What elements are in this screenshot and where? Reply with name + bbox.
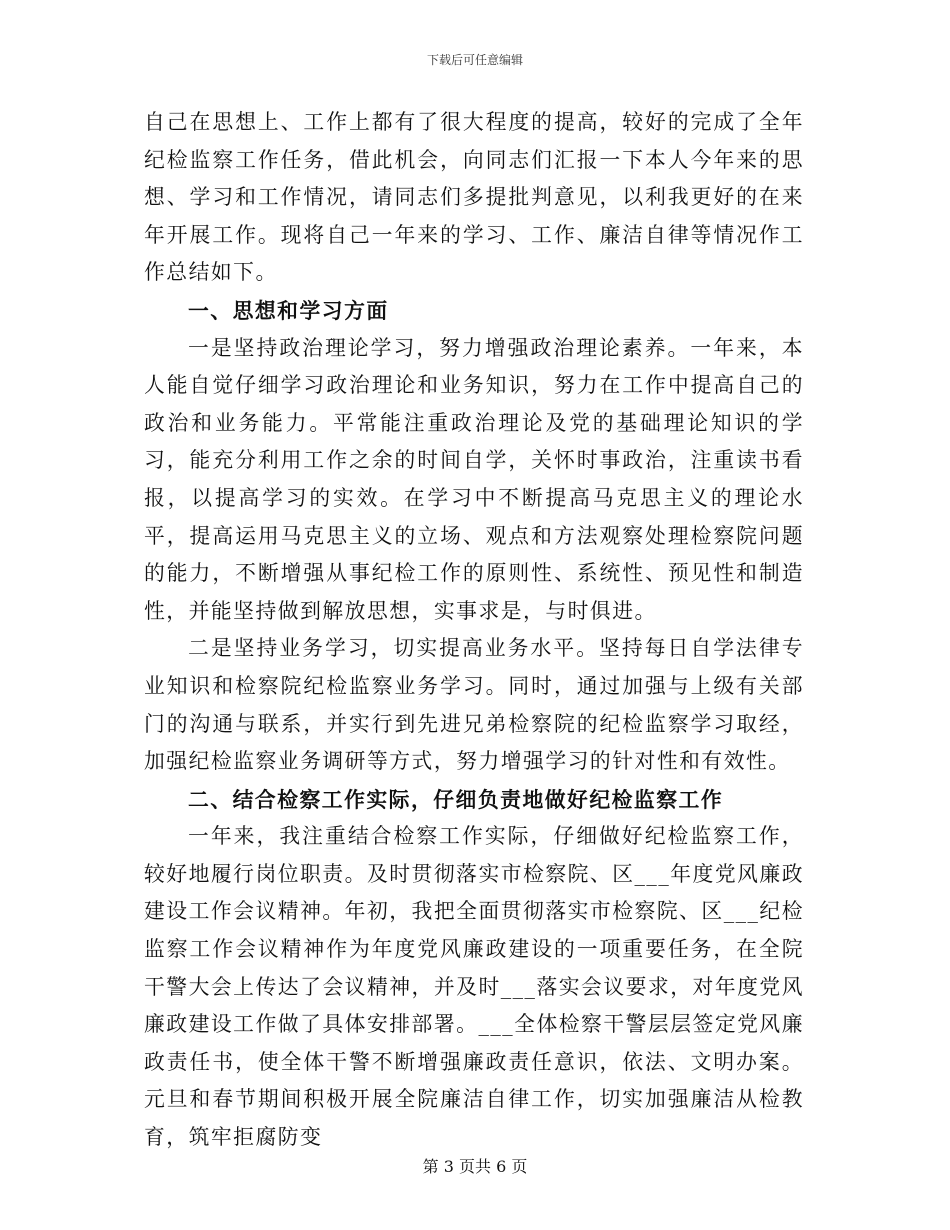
document-body	[144, 104, 804, 1157]
intro-paragraph: 自己在思想上、工作上都有了很大程度的提高，较好的完成了全年纪检监察工作任务，借此机会，向同志们汇报一下本人今年来的思想、学习和工作情况，请同志们多提批判意见，以利我更好的在来年开展工作。现将自己一年来的学习、工作、廉洁自律等情况作工作总结如下。	[144, 110, 804, 285]
section-1-paragraph-1: 一是坚持政治理论学习，努力增强政治理论素养。一年来，本人能自觉仔细学习政治理论和业务知识，努力在工作中提高自己的政治和业务能力。平常能注重政治理论及党的基础理论知识的学习，能充分利用工作之余的时间自学，关怀时事政治，注重读书看报，以提高学习的实效。在学习中不断提高马克思主义的理论水平，提高运用马克思主义的立场、观点和方法观察处理检察院问题的能力，不断增强从事纪检工作的原则性、系统性、预见性和制造性，并能坚持做到解放思想，实事求是，与时俱进。	[144, 335, 804, 623]
section-1-paragraph-2: 二是坚持业务学习，切实提高业务水平。坚持每日自学法律专业知识和检察院纪检监察业务学习。同时，通过加强与上级有关部门的沟通与联系，并实行到先进兄弟检察院的纪检监察学习取经，加强纪检监察业务调研等方式，努力增强学习的针对性和有效性。	[144, 636, 804, 774]
section-2-heading: 二、结合检察工作实际，仔细负责地做好纪检监察工作	[188, 786, 724, 812]
section-2-paragraph-1: 一年来，我注重结合检察工作实际，仔细做好纪检监察工作，较好地履行岗位职责。及时贯彻落实市检察院、区___年度党风廉政建设工作会议精神。年初，我把全面贯彻落实市检察院、区___纪检监察工作会议精神作为年度党风廉政建设的一项重要任务，在全院干警大会上传达了会议精神，并及时___落实会议要求，对年度党风廉政建设工作做了具体安排部署。___全体检察干警层层签定党风廉政责任书，使全体干警不断增强廉政责任意识，依法、文明办案。元旦和春节期间积极开展全院廉洁自律工作，切实加强廉洁从检教育，筑牢拒腐防变	[144, 824, 805, 1150]
section-1-heading: 一、思想和学习方面	[188, 297, 389, 323]
page-header: 下载后可任意编辑	[426, 53, 523, 67]
page-number: 第 3 页共 6 页	[422, 1157, 528, 1176]
